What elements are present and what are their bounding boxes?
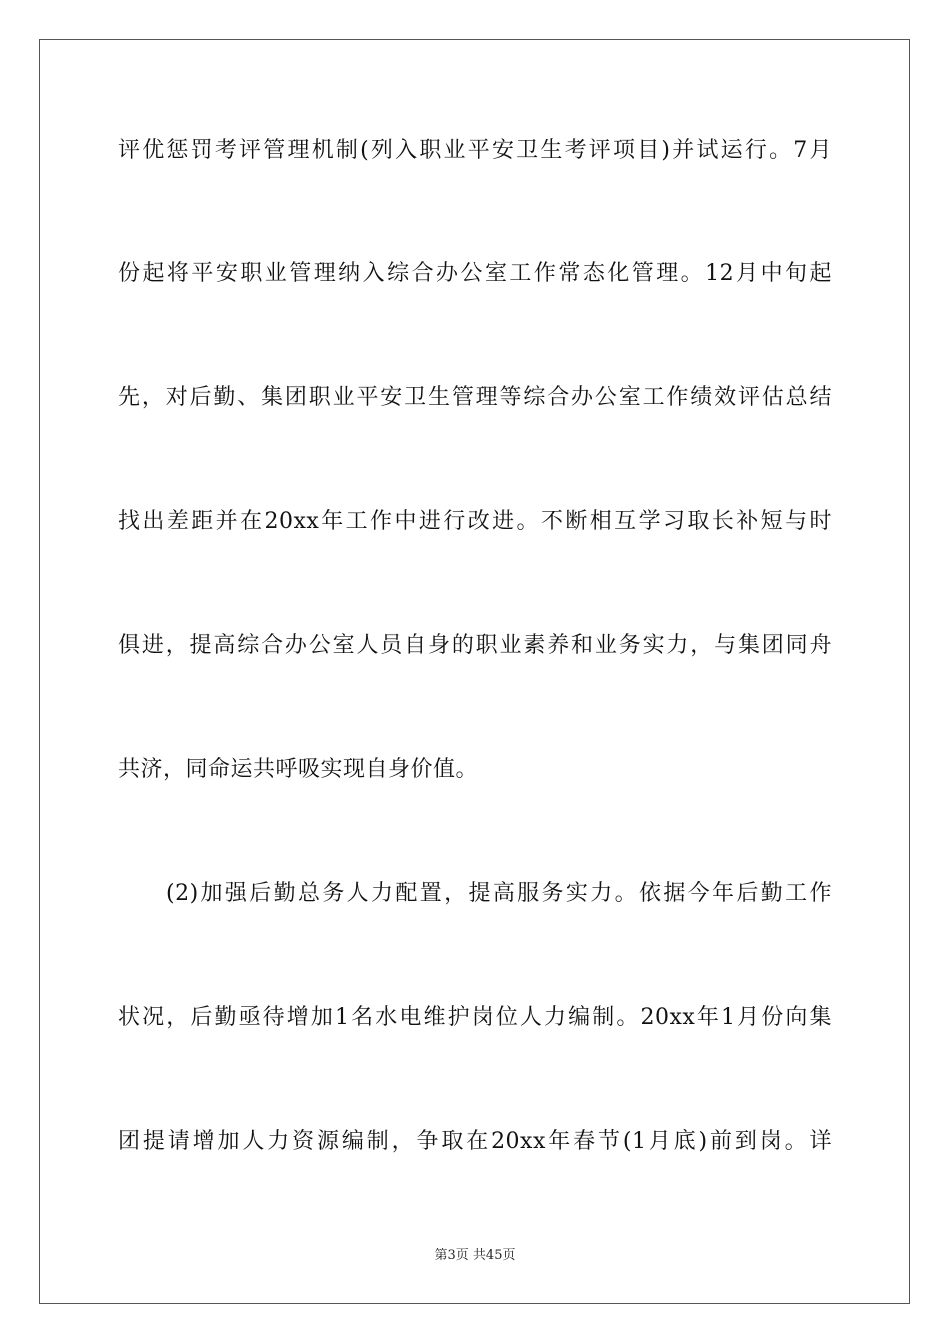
body-text-line-9: 团提请增加人力资源编制，争取在20xx年春节(1月底)前到岗。详	[118, 1129, 832, 1154]
body-text-line-1: 评优惩罚考评管理机制(列入职业平安卫生考评项目)并试运行。7月	[118, 138, 832, 163]
body-text-line-3: 先，对后勤、集团职业平安卫生管理等综合办公室工作绩效评估总结	[118, 385, 832, 410]
page-number-footer: 第3页 共45页	[434, 1248, 516, 1263]
body-text-line-8: 状况，后勤亟待增加1名水电维护岗位人力编制。20xx年1月份向集	[118, 1005, 832, 1030]
body-text-line-7: (2)加强后勤总务人力配置，提高服务实力。依据今年后勤工作	[166, 881, 832, 906]
page-border	[39, 39, 910, 1304]
body-text-line-5: 俱进，提高综合办公室人员自身的职业素养和业务实力，与集团同舟	[118, 633, 832, 658]
body-text-line-4: 找出差距并在20xx年工作中进行改进。不断相互学习取长补短与时	[118, 509, 832, 534]
body-text-line-6: 共济，同命运共呼吸实现自身价值。	[118, 757, 479, 782]
body-text-line-2: 份起将平安职业管理纳入综合办公室工作常态化管理。12月中旬起	[118, 261, 832, 286]
